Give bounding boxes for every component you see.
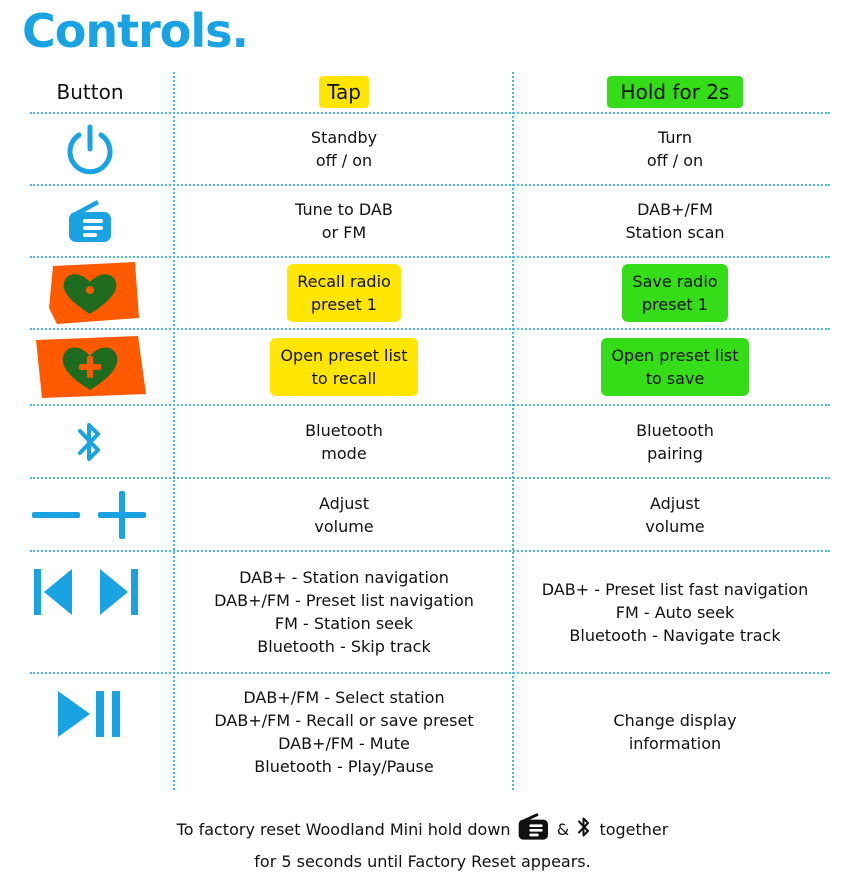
row-power-hold: Turn off / on [646, 128, 704, 170]
row-play-pause-hold: Change display information [613, 711, 737, 753]
column-divider [173, 72, 175, 790]
row-heart-hold-label: Save radio preset 1 [622, 264, 727, 322]
heart-plus-icon [30, 330, 150, 404]
header-button [30, 74, 150, 110]
row-radio-tap: Tune to DAB or FM [295, 200, 393, 242]
row-heart-tap-label: Recall radio preset 1 [287, 264, 401, 322]
volume-icon [30, 479, 150, 550]
row-heart-plus-hold [515, 330, 835, 404]
row-heart-plus-hold-label: Open preset list to save [601, 338, 748, 396]
row-volume-hold: Adjust volume [645, 493, 705, 536]
footer-text-1: To factory reset Woodland Mini hold down [176, 820, 511, 839]
column-divider [512, 72, 514, 790]
bluetooth-icon [574, 812, 594, 849]
row-heart-plus-tap [176, 330, 512, 404]
row-play-pause-tap: DAB+/FM - Select station DAB+/FM - Recall or save preset DAB+/FM - Mute Bluetooth - Play/Pause [214, 688, 474, 776]
skip-icon [30, 552, 150, 632]
row-skip-tap: DAB+ - Station navigation DAB+/FM - Preset list navigation FM - Station seek Bluetooth - Skip track [214, 568, 474, 656]
page-title: Controls. [22, 4, 249, 58]
heart-icon [30, 258, 150, 328]
header-button-label: Button [56, 80, 124, 104]
play-pause-icon [30, 674, 150, 754]
bluetooth-icon [30, 406, 150, 477]
row-heart-hold [515, 258, 835, 328]
header-tap [176, 74, 512, 110]
power-icon [30, 114, 150, 184]
factory-reset-note [0, 812, 845, 874]
row-bluetooth-hold: Bluetooth pairing [636, 420, 714, 463]
row-skip-hold: DAB+ - Preset list fast navigation FM - Auto seek Bluetooth - Navigate track [541, 579, 809, 645]
footer-line-2: for 5 seconds until Factory Reset appears. [254, 852, 591, 871]
header-hold [515, 74, 835, 110]
row-bluetooth-tap: Bluetooth mode [305, 420, 383, 463]
footer-text-2: together [599, 820, 669, 839]
radio-icon [30, 186, 150, 256]
row-power-tap: Standby off / on [310, 128, 378, 170]
row-radio-hold: DAB+/FM Station scan [625, 200, 725, 242]
footer-ampersand: & [556, 820, 570, 839]
row-heart-tap [176, 258, 512, 328]
radio-icon [516, 813, 552, 848]
row-heart-plus-tap-label: Open preset list to recall [270, 338, 417, 396]
header-hold-label: Hold for 2s [607, 76, 744, 108]
row-volume-tap: Adjust volume [314, 493, 374, 536]
header-tap-label: Tap [319, 76, 369, 108]
